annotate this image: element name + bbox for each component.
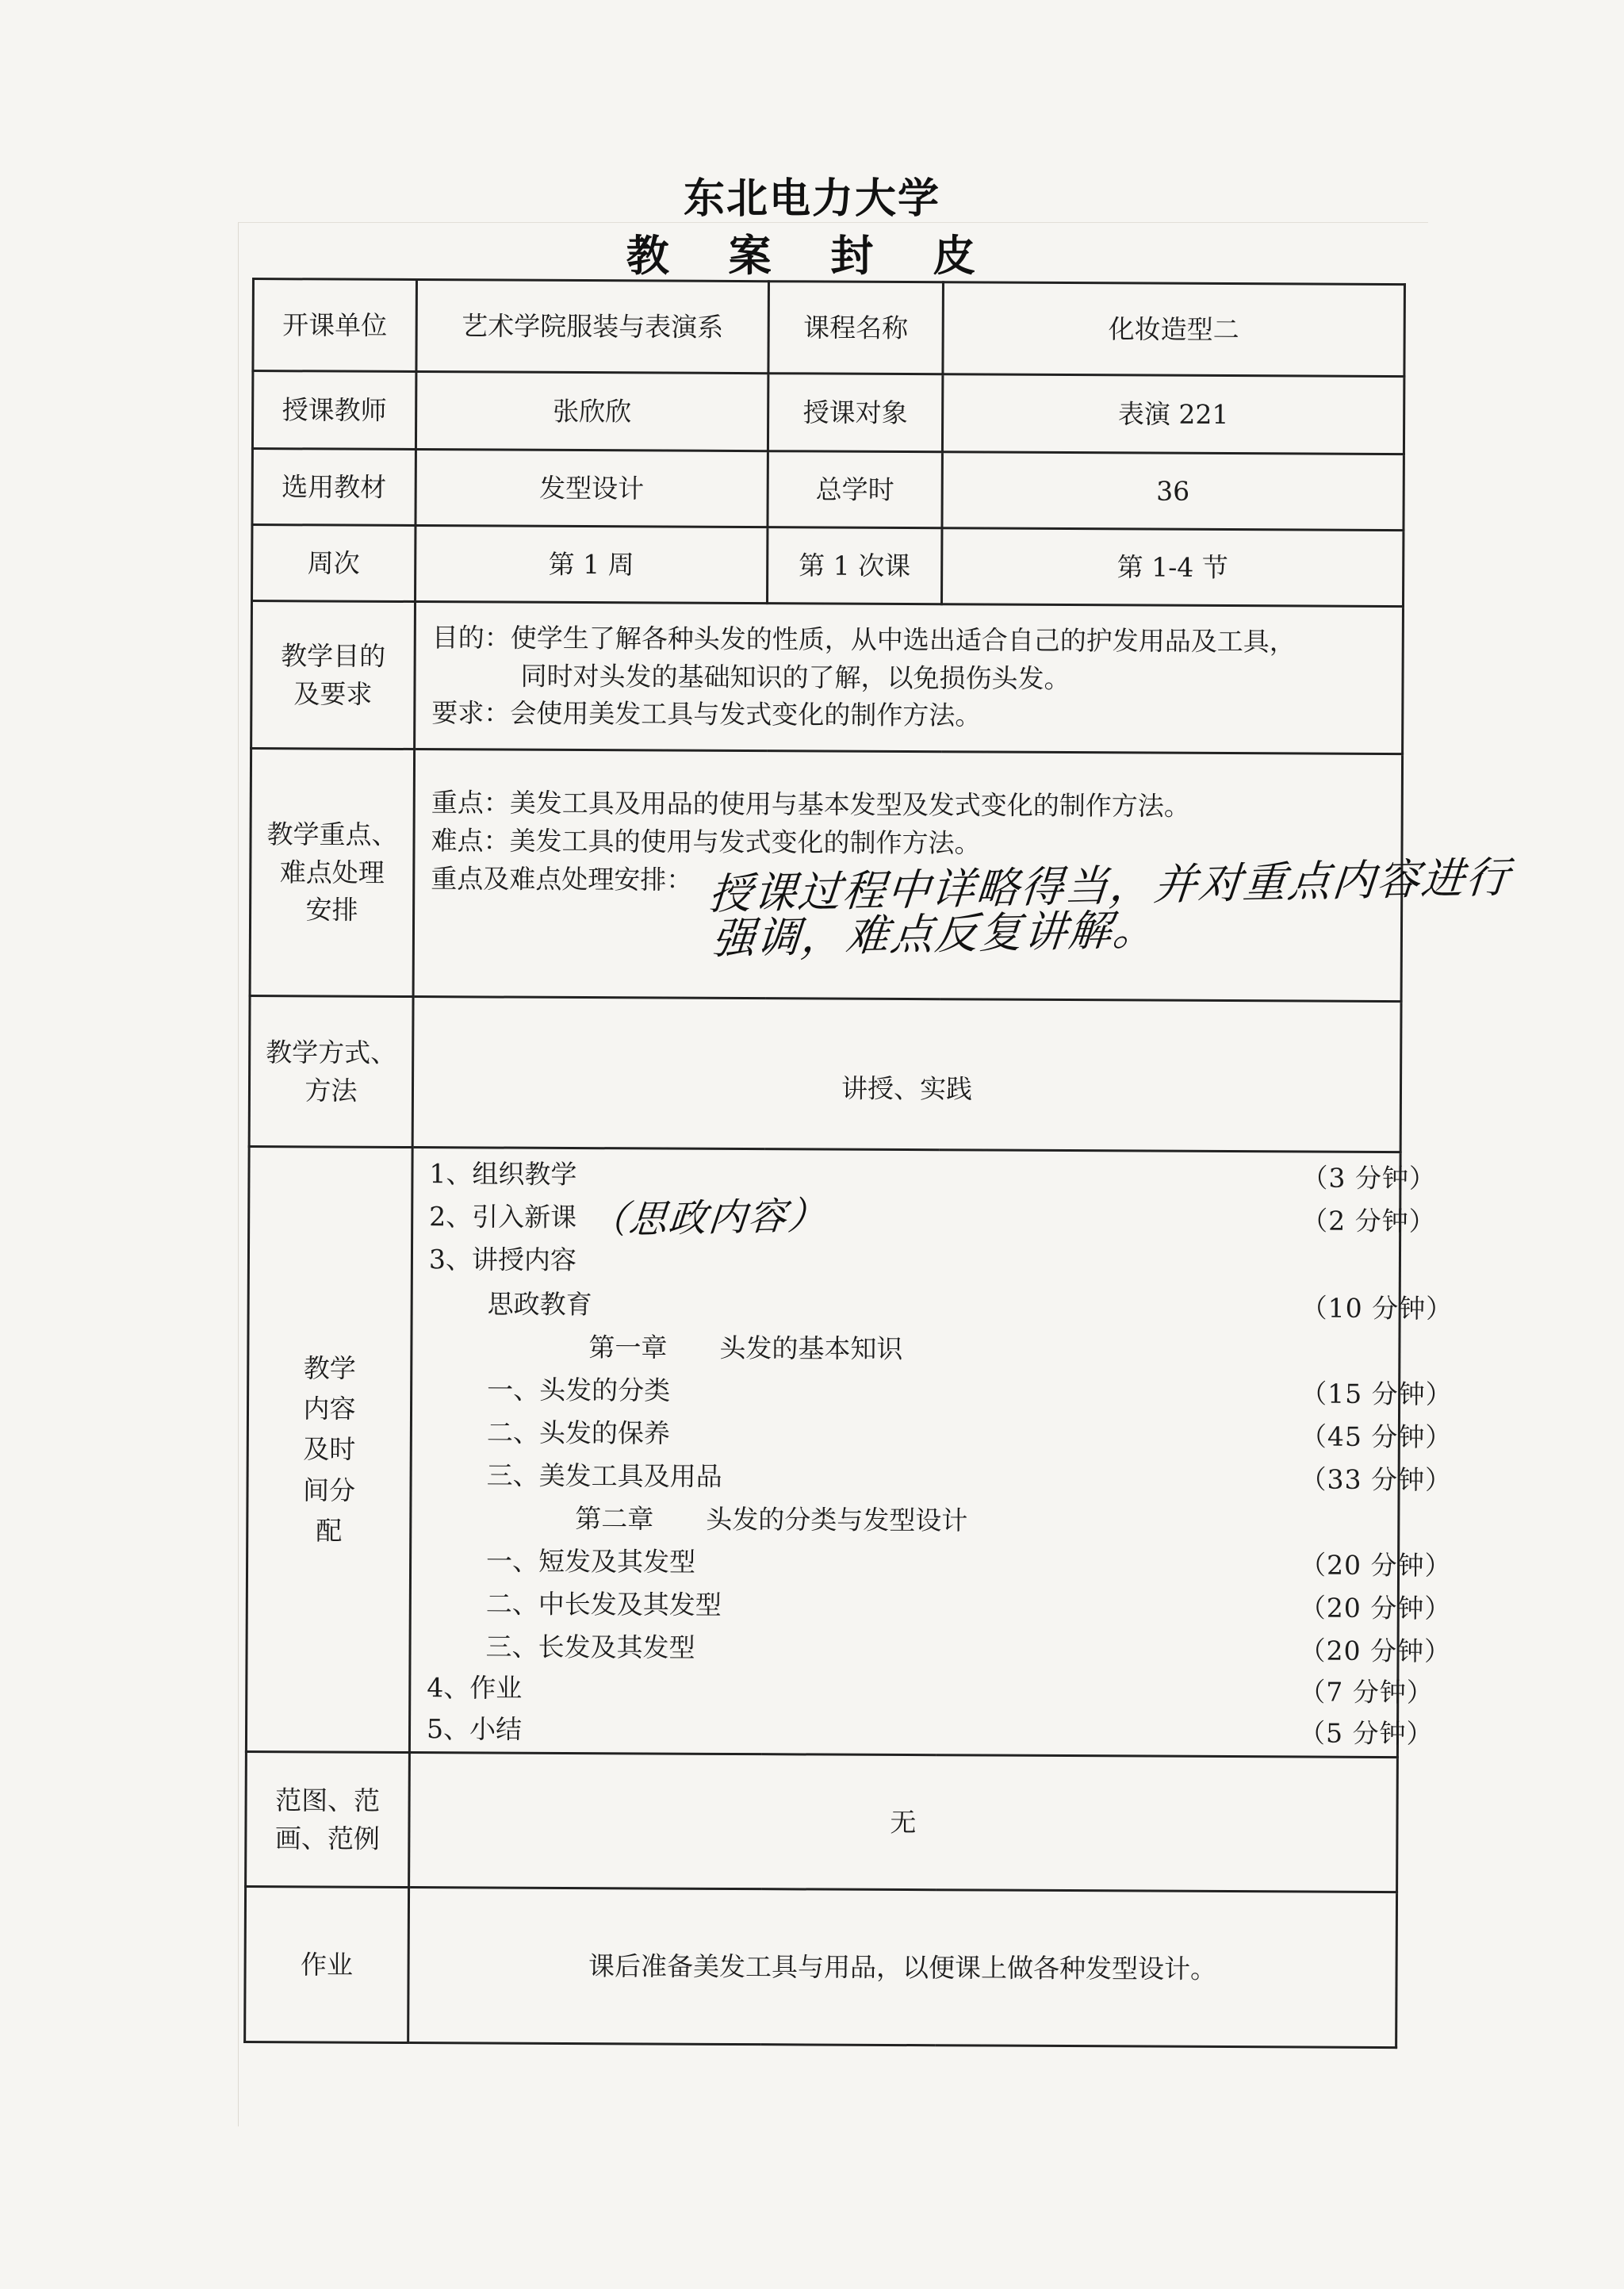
schedule-item [411, 1710, 1434, 1754]
content-schedule [409, 1148, 1454, 1758]
examples-label-line2: 画、范例 [274, 1822, 380, 1854]
schedule-item [412, 1413, 1453, 1458]
schedule-item [412, 1456, 1453, 1501]
content-label-3: 及时 [303, 1433, 356, 1466]
focus-label-line1: 教学重点、 [266, 818, 398, 850]
arrangement-label: 重点及难点处理安排： [431, 862, 693, 895]
schedule-item [413, 1193, 1436, 1243]
schedule-text: 二、头发的保养 [486, 1417, 670, 1449]
chapter-heading: 第一章 头发的基本知识 [588, 1332, 903, 1365]
schedule-item [412, 1499, 1397, 1543]
content-label [246, 1146, 412, 1752]
schedule-item [412, 1328, 1398, 1372]
week-value: 第 1 周 [416, 526, 768, 604]
schedule-item [411, 1628, 1452, 1672]
schedule-item [412, 1542, 1452, 1586]
dept-label: 开课单位 [253, 279, 417, 372]
row-focus [250, 749, 1403, 1002]
schedule-text: 2、引入新课 [429, 1201, 577, 1233]
schedule-time: （5 分钟） [1298, 1717, 1434, 1750]
method-label-line1: 教学方式、 [266, 1036, 397, 1068]
row-method [249, 995, 1401, 1152]
content-label-5: 配 [316, 1515, 343, 1547]
schedule-time: （7 分钟） [1299, 1676, 1434, 1708]
schedule-item [413, 1240, 1399, 1285]
method-label-line2: 方法 [304, 1074, 358, 1106]
homework-value: 课后准备美发工具与用品，以便课上做各种发型设计。 [408, 1887, 1397, 2047]
goals-content [415, 602, 1404, 754]
focus-content [413, 750, 1513, 1002]
schedule-text: 5、小结 [426, 1713, 523, 1745]
purpose-line-2: 同时对头发的基础知识的了解，以免损伤头发。 [520, 660, 1071, 694]
schedule-time: （20 分钟） [1299, 1635, 1452, 1667]
key-point-line: 重点：美发工具及用品的使用与基本发型及发式变化的制作方法。 [431, 787, 1190, 822]
audience-value: 表演 221 [942, 374, 1404, 454]
dept-value: 艺术学院服装与表演系 [416, 280, 769, 374]
teacher-value: 张欣欣 [416, 372, 768, 451]
row-goals [251, 601, 1404, 754]
schedule-text: 三、美发工具及用品 [486, 1459, 722, 1492]
textbook-value: 发型设计 [416, 450, 768, 527]
schedule-time: （33 分钟） [1300, 1463, 1453, 1496]
homework-label: 作业 [245, 1886, 409, 2042]
handwritten-arrangement-2: 强调，难点反复讲解。 [710, 903, 1160, 964]
schedule-time: （45 分钟） [1300, 1421, 1453, 1453]
schedule-item [411, 1669, 1434, 1713]
goals-label [251, 601, 416, 750]
row-examples [246, 1751, 1398, 1892]
method-value: 讲授、实践 [412, 997, 1401, 1152]
focus-label [250, 749, 415, 997]
week-label: 周次 [252, 525, 416, 602]
goals-label-text: 教学目的及要求 [281, 639, 386, 710]
schedule-text: 一、头发的分类 [487, 1374, 671, 1406]
schedule-text: 一、短发及其发型 [486, 1545, 696, 1578]
handwritten-arrangement-1: 授课过程中详略得当，并对重点内容进行 [707, 852, 1513, 919]
difficulty-line: 难点：美发工具的使用与发式变化的制作方法。 [431, 824, 981, 859]
schedule-time: （2 分钟） [1301, 1205, 1436, 1237]
schedule-time: （20 分钟） [1299, 1549, 1452, 1582]
row-week [252, 525, 1404, 607]
schedule-text: 二、中长发及其发型 [485, 1588, 722, 1620]
lesson-plan-cover-table [243, 278, 1513, 2049]
schedule-text: 1、组织教学 [429, 1158, 577, 1191]
course-label: 课程名称 [768, 282, 944, 374]
focus-label-line3: 安排 [305, 894, 358, 926]
arrangement-line [431, 852, 1513, 919]
chapter-heading: 第二章 头发的分类与发型设计 [575, 1503, 968, 1536]
schedule-item [413, 1155, 1437, 1199]
course-value: 化妆造型二 [943, 282, 1405, 377]
examples-value: 无 [409, 1752, 1398, 1892]
content-label-2: 内容 [303, 1393, 356, 1424]
schedule-time: （10 分钟） [1300, 1292, 1454, 1325]
teacher-label: 授课教师 [252, 371, 416, 450]
row-textbook [252, 449, 1404, 531]
schedule-text: 思政教育 [487, 1288, 592, 1321]
schedule-list [411, 1148, 1454, 1756]
schedule-item [413, 1285, 1454, 1329]
session-value: 第 1 次课 [768, 527, 942, 604]
university-name: 东北电力大学 [683, 175, 940, 223]
row-department [253, 279, 1405, 377]
row-homework [245, 1886, 1397, 2047]
row-teacher [252, 371, 1404, 454]
handwritten-line-wrap [431, 898, 1400, 964]
schedule-text: 3、讲授内容 [428, 1244, 577, 1276]
handwritten-note: （思政内容） [587, 1193, 830, 1243]
hours-value: 36 [942, 452, 1404, 531]
schedule-time: （3 分钟） [1301, 1162, 1437, 1194]
content-label-4: 间分 [302, 1474, 356, 1506]
schedule-item [412, 1585, 1452, 1629]
focus-label-line2: 难点处理 [279, 856, 385, 888]
period-value: 第 1-4 节 [941, 528, 1403, 607]
schedule-text: 三、长发及其发型 [485, 1631, 695, 1663]
row-content [246, 1146, 1400, 1757]
schedule-time: （20 分钟） [1299, 1592, 1452, 1624]
schedule-time: （15 分钟） [1300, 1378, 1453, 1410]
examples-label-line1: 范图、范 [275, 1784, 381, 1816]
audience-label: 授课对象 [768, 374, 942, 452]
textbook-label: 选用教材 [252, 449, 416, 526]
method-label [249, 995, 413, 1147]
content-label-1: 教学 [303, 1352, 356, 1384]
examples-label [246, 1751, 410, 1887]
purpose-line-1: 目的：使学生了解各种头发的性质，从中选出适合自己的护发用品及工具， [431, 621, 1296, 658]
requirement-line: 要求：会使用美发工具与发式变化的制作方法。 [431, 697, 982, 731]
schedule-item [412, 1371, 1453, 1415]
hours-label: 总学时 [768, 451, 942, 528]
schedule-text: 4、作业 [427, 1672, 523, 1704]
document-title: 教 案 封 皮 [626, 231, 998, 281]
